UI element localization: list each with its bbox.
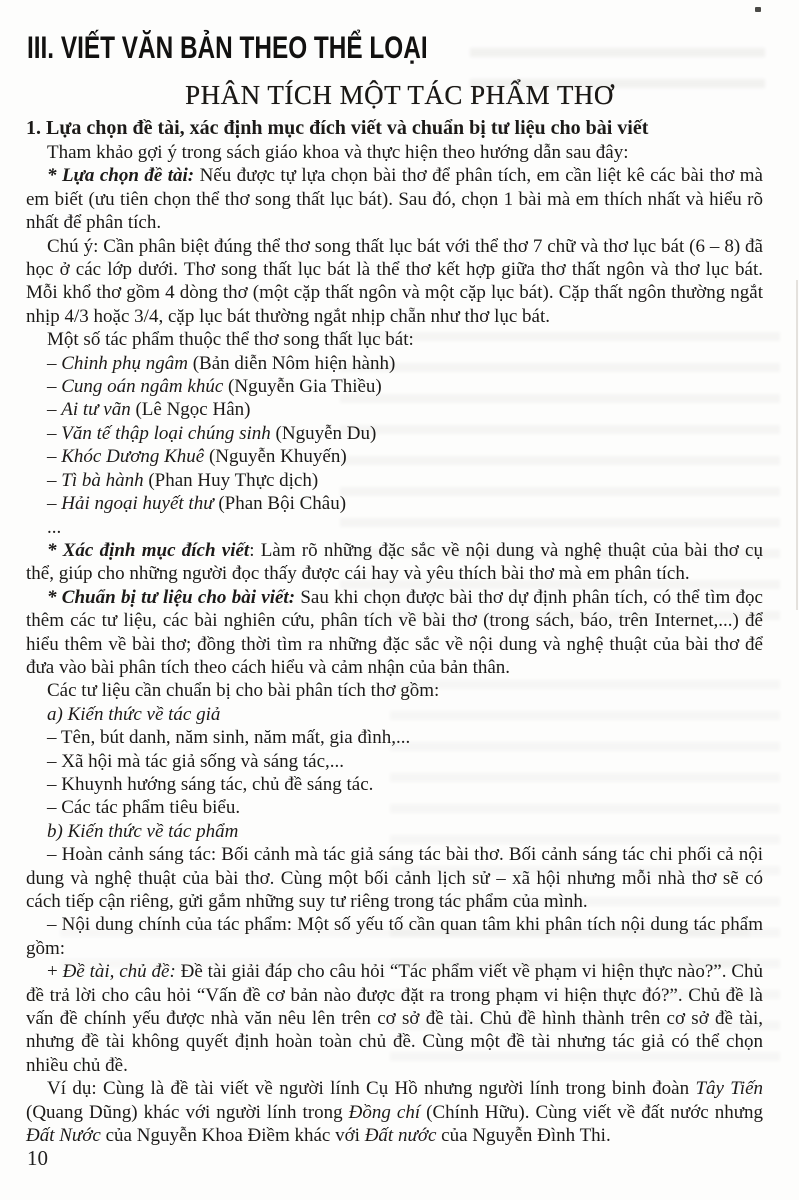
list-item: – Cung oán ngâm khúc (Nguyễn Gia Thiều)	[47, 376, 382, 398]
list-item: – Tên, bút danh, năm sinh, năm mất, gia đình,...	[47, 727, 411, 749]
list-item: – Tì bà hành (Phan Huy Thực dịch)	[47, 469, 319, 491]
list-item: – Xã hội mà tác giả sống và sáng tác,...	[47, 750, 345, 772]
heading-step-1: 1. Lựa chọn đề tài, xác định mục đích viết và chuẩn bị tư liệu cho bài viết	[26, 117, 649, 139]
list-item: – Văn tế thập loại chúng sinh (Nguyễn Du)	[47, 422, 377, 444]
para-list-intro: Một số tác phẩm thuộc thể thơ song thất lục bát:	[47, 329, 414, 351]
list-item: – Hải ngoại huyết thư (Phan Bội Châu)	[47, 493, 347, 515]
section-heading: III. VIẾT VĂN BẢN THEO THỂ LOẠI	[27, 29, 428, 65]
para-tu-lieu-gom: Các tư liệu cần chuẩn bị cho bài phân tích thơ gồm:	[47, 680, 440, 702]
para-vi-du: Ví dụ: Cùng là đề tài viết về người lính Cụ Hồ nhưng người lính trong binh đoàn Tây Tiến (Quang Dũng) khác với người lính trong Đồng chí (Chính Hữu). Cùng viết về đất nước nhưng Đất Nước của Nguyễn Khoa Điềm khác với Đất nước của Nguyễn Đình Thi.	[26, 1078, 764, 1147]
para-chuan-bi-tu-lieu: * Chuẩn bị tư liệu cho bài viết: Sau khi chọn được bài thơ dự định phân tích, có thể tìm đọc thêm các tư liệu, các bài nghiên cứu, phân tích về bài thơ (trong sách, báo, trên Internet,...) để hiểu thêm về bài thơ; đồng thời tìm ra những đặc sắc về nội dung và nghệ thuật của bài thơ để đưa vào bài phân tích theo cách hiểu và cảm nhận của bản thân.	[26, 586, 763, 678]
list-item: – Chinh phụ ngâm (Bản diễn Nôm hiện hành)	[47, 352, 396, 374]
document-body	[26, 115, 763, 1147]
para-de-tai-chu-de: + Đề tài, chủ đề: Đề tài giải đáp cho câu hỏi “Tác phẩm viết về phạm vi hiện thực nào?”. Chủ đề trả lời cho câu hỏi “Vấn đề cơ bản nào được đặt ra trong phạm vi hiện thực đó?”. Chủ đề là vấn đề chính yếu được nhà văn nêu lên trên cơ sở đề tài. Chủ đề hình thành trên cơ sở đề tài, nhưng đề tài không quyết định hoàn toàn chủ đề. Cùng một đề tài nhưng tác giả có thể chọn nhiều chủ đề.	[26, 961, 764, 1076]
para-hoan-canh-sang-tac: – Hoàn cảnh sáng tác: Bối cảnh mà tác giả sáng tác bài thơ. Bối cảnh sáng tác chi phối cả nội dung và nghệ thuật của bài thơ. Cùng một bối cảnh lịch sử – xã hội nhưng mỗi nhà thơ sẽ có cách tiếp cận riêng, gửi gắm những suy tư riêng trong tác phẩm của mình.	[26, 844, 763, 912]
para-intro: Tham khảo gợi ý trong sách giáo khoa và thực hiện theo hướng dẫn sau đây:	[47, 142, 629, 163]
para-xac-dinh-muc-dich: * Xác định mục đích viết: Làm rõ những đặc sắc về nội dung và nghệ thuật của bài thơ cụ thể, giúp cho những người đọc thấy được cái hay và yêu thích bài thơ mà em phân tích.	[26, 539, 763, 585]
page-edge-artifact	[796, 280, 798, 610]
ellipsis-line: ...	[47, 516, 62, 538]
list-item: – Khuynh hướng sáng tác, chủ đề sáng tác.	[47, 773, 374, 795]
list-item: – Khóc Dương Khuê (Nguyễn Khuyến)	[47, 446, 347, 468]
page-number: 10	[27, 1146, 48, 1170]
subheading-a: a) Kiến thức về tác giả	[47, 703, 221, 725]
scan-speck-artifact	[755, 7, 761, 12]
para-noi-dung-chinh: – Nội dung chính của tác phẩm: Một số yếu tố cần quan tâm khi phân tích nội dung tác phẩm gồm:	[26, 914, 763, 959]
list-item: – Ai tư vãn (Lê Ngọc Hân)	[47, 399, 251, 421]
subheading-b: b) Kiến thức về tác phẩm	[47, 820, 239, 842]
para-lua-chon-de-tai: * Lựa chọn đề tài: Nếu được tự lựa chọn bài thơ để phân tích, em cần liệt kê các bài thơ mà em biết (ưu tiên chọn thể thơ song thất lục bát). Sau đó, chọn 1 bài mà em thích nhất và hiểu rõ nhất để phân tích.	[26, 165, 763, 234]
para-chu-y: Chú ý: Cần phân biệt đúng thể thơ song thất lục bát với thể thơ 7 chữ và thơ lục bát (6 – 8) đã học ở các lớp dưới. Thơ song thất lục bát là thể thơ kết hợp giữa thơ thất ngôn và thơ lục bát. Mỗi khổ thơ gồm 4 dòng thơ (một cặp thất ngôn và một cặp lục bát). Cặp thất ngôn thường ngắt nhịp 4/3 hoặc 3/4, cặp lục bát thường ngắt nhịp chẵn như thơ lục bát.	[26, 235, 763, 327]
page-title: PHÂN TÍCH MỘT TÁC PHẨM THƠ	[185, 80, 614, 110]
list-item: – Các tác phẩm tiêu biểu.	[47, 797, 241, 819]
